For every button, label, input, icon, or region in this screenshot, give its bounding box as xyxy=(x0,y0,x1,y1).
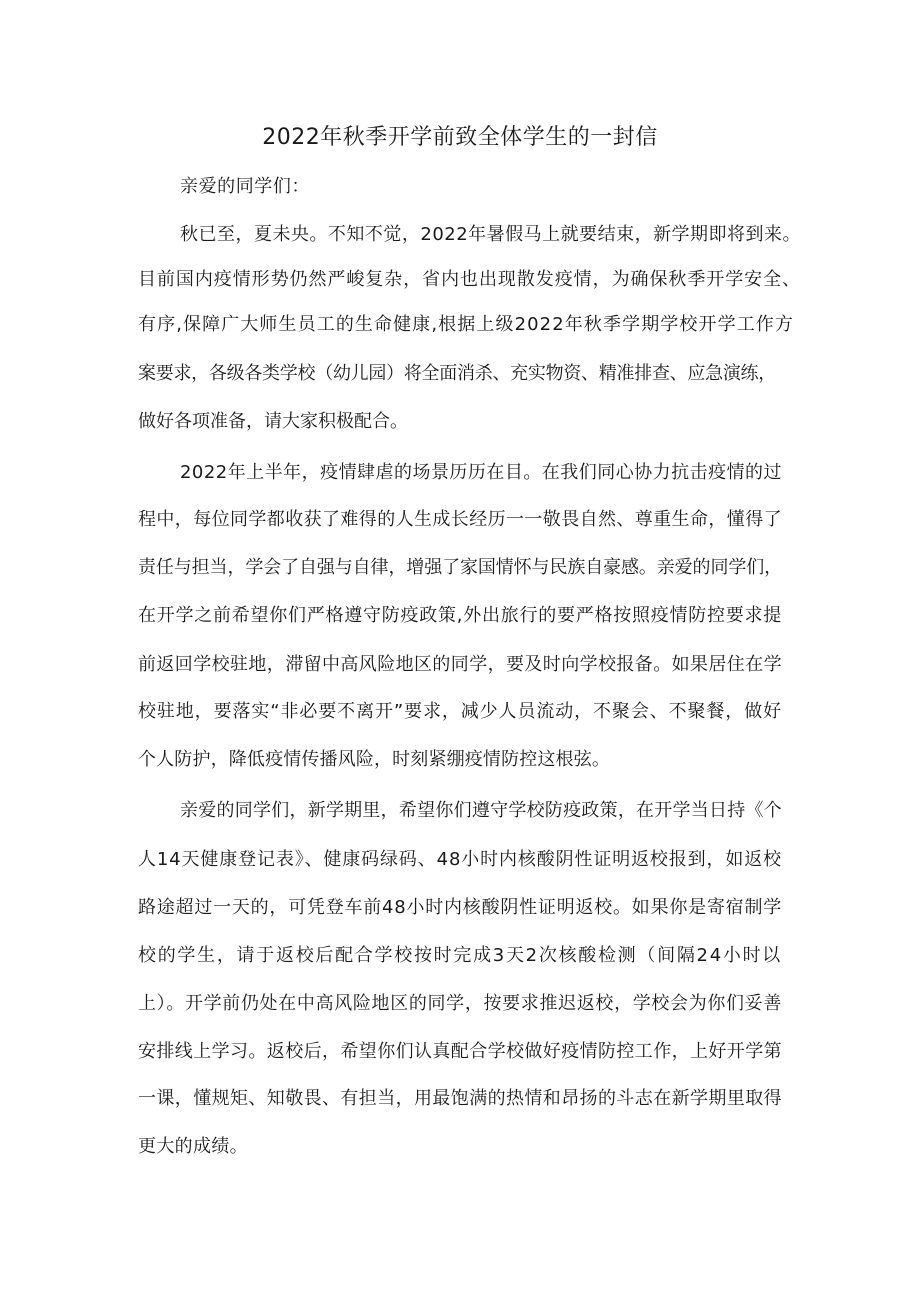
paragraph-line: 在开学之前希望你们严格遵守防疫政策,外出旅行的要严格按照疫情防控要求提 xyxy=(138,605,782,626)
paragraph-line: 上）。开学前仍处在中高风险地区的同学，按要求推迟返校，学校会为你们妥善 xyxy=(138,993,782,1014)
letter-title: 2022年秋季开学前致全体学生的一封信 xyxy=(262,125,658,150)
paragraph-line: 校驻地，要落实“非必要不离开”要求，减少人员流动，不聚会、不聚餐，做好 xyxy=(138,701,782,722)
paragraph-line: 2022年上半年，疫情肆虐的场景历历在目。在我们同心协力抗击疫情的过 xyxy=(180,462,782,483)
paragraph-line: 目前国内疫情形势仍然严峻复杂，省内也出现散发疫情，为确保秋季开学安全、 xyxy=(138,269,801,290)
salutation: 亲爱的同学们： xyxy=(180,176,310,197)
paragraph-line: 更大的成绩。 xyxy=(138,1136,248,1157)
paragraph-line: 一课，懂规矩、知敬畏、有担当，用最饱满的热情和昂扬的斗志在新学期里取得 xyxy=(138,1088,782,1109)
paragraph-line: 责任与担当，学会了自强与自律，增强了家国情怀与民族自豪感。亲爱的同学们， xyxy=(138,557,782,578)
paragraph-line: 做好各项准备，请大家积极配合。 xyxy=(138,411,408,432)
paragraph-line: 个人防护，降低疫情传播风险，时刻紧绷疫情防控这根弦。 xyxy=(138,749,610,770)
paragraph-line: 校的学生，请于返校后配合学校按时完成3天2次核酸检测（间隔24小时以 xyxy=(138,945,782,966)
paragraph-line: 亲爱的同学们，新学期里，希望你们遵守学校防疫政策，在开学当日持《个 xyxy=(180,800,782,821)
paragraph-line: 程中，每位同学都收获了难得的人生成长经历一一敬畏自然、尊重生命，懂得了 xyxy=(138,509,782,530)
paragraph-line: 案要求，各级各类学校（幼儿园）将全面消杀、充实物资、精准排查、应急演练， xyxy=(138,363,776,384)
paragraph-line: 前返回学校驻地，滞留中高风险地区的同学，要及时向学校报备。如果居住在学 xyxy=(138,654,782,675)
paragraph-line: 人14天健康登记表》、健康码绿码、48小时内核酸阴性证明返校报到，如返校 xyxy=(138,849,782,870)
paragraph-line: 安排线上学习。返校后，希望你们认真配合学校做好疫情防控工作，上好开学第 xyxy=(138,1041,782,1062)
paragraph-line: 有序,保障广大师生员工的生命健康,根据上级2022年秋季学期学校开学工作方 xyxy=(138,314,794,335)
paragraph-line: 路途超过一天的，可凭登车前48小时内核酸阴性证明返校。如果你是寄宿制学 xyxy=(138,897,782,918)
paragraph-line: 秋已至，夏未央。不知不觉，2022年暑假马上就要结束，新学期即将到来。 xyxy=(180,224,801,245)
